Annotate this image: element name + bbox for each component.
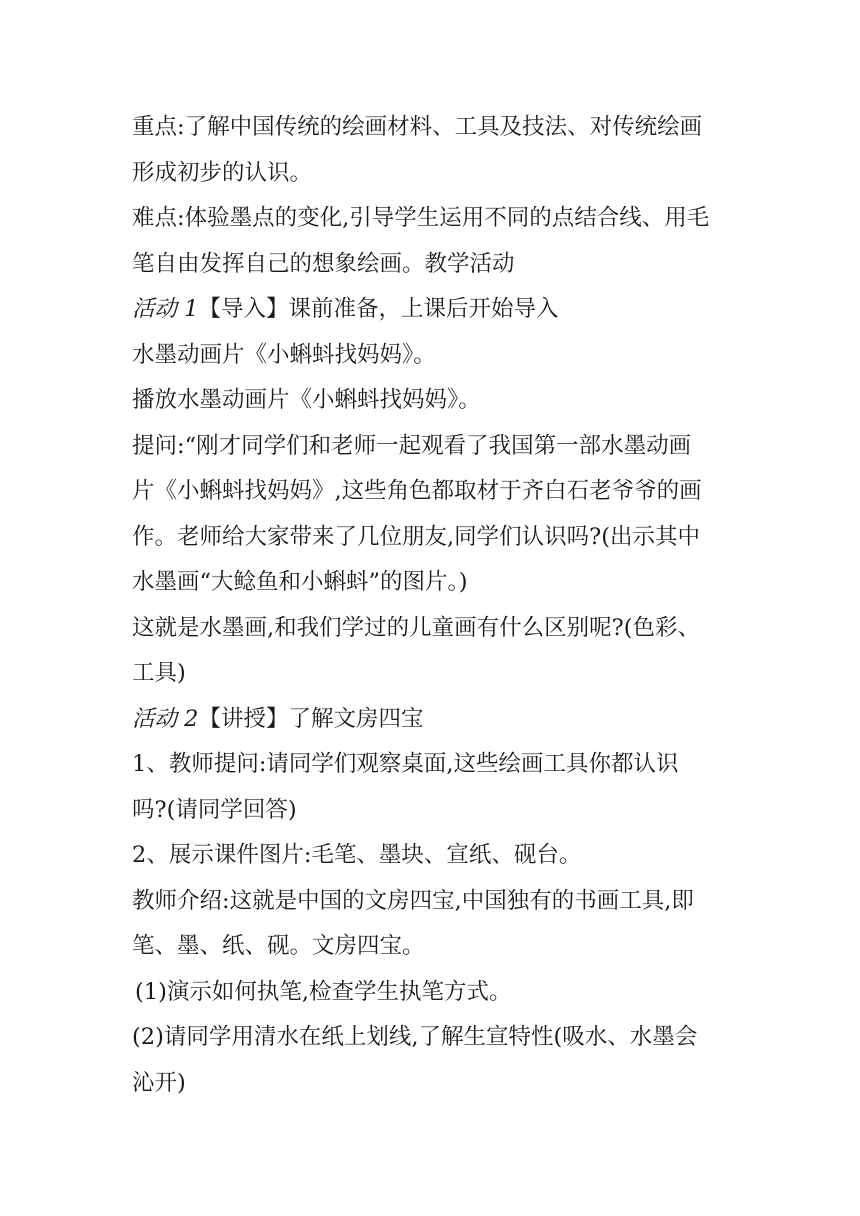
text-line: 工具) <box>132 660 186 686</box>
activity-2-heading <box>132 697 732 743</box>
activity-text: 课前准备，上课后开始导入 <box>288 296 559 322</box>
text-line: 教师介绍:这就是中国的文房四宝,中国独有的书画工具,即 <box>132 887 694 914</box>
activity-label: 活动 2 <box>132 705 199 732</box>
text-line: 提问:“刚才同学们和老师一起观看了我国第一部水墨动画 <box>132 432 692 459</box>
text-line: 作。老师给大家带来了几位朋友,同学们认识吗?(出示其中 <box>132 523 700 550</box>
document-body <box>132 105 732 1106</box>
text-line: 沁开) <box>132 1069 186 1096</box>
activity-text: 了解文房四宝 <box>288 705 424 732</box>
text-line: 水墨动画片《小蝌蚪找妈妈》。 <box>132 341 436 368</box>
activity-label: 活动 1 <box>132 296 199 322</box>
text-line: (2)请同学用清水在纸上划线,了解生宣特性(吸水、水墨会 <box>132 1024 698 1050</box>
text-line: 吗?(请同学回答) <box>132 796 297 823</box>
text-line: 片《小蝌蚪找妈妈》,这些角色都取材于齐白石老爷爷的画 <box>132 478 702 504</box>
activity-tag: 【讲授】 <box>198 705 289 732</box>
text-line: 笔自由发挥自己的想象绘画。教学活动 <box>132 250 515 277</box>
text-line: 播放水墨动画片《小蝌蚪找妈妈》。 <box>132 387 481 413</box>
text-line: 这就是水墨画,和我们学过的儿童画有什么区别呢?(色彩、 <box>132 614 700 641</box>
text-line: 形成初步的认识。 <box>132 159 313 186</box>
text-line: 笔、墨、纸、砚。文房四宝。 <box>132 933 425 959</box>
activity-1-heading <box>132 287 732 333</box>
text-line: 水墨画“大鲶鱼和小蝌蚪”的图片。) <box>132 569 468 595</box>
activity-tag: 【导入】 <box>198 296 289 322</box>
text-line: 难点:体验墨点的变化,引导学生运用不同的点结合线、用毛 <box>132 205 710 231</box>
text-line: 2、展示课件图片:毛笔、墨块、宣纸、砚台。 <box>132 842 582 868</box>
text-line: (1)演示如何执笔,检查学生执笔方式。 <box>135 978 512 1005</box>
text-line: 重点:了解中国传统的绘画材料、工具及技法、对传统绘画 <box>132 114 703 140</box>
text-line: 1、教师提问:请同学们观察桌面,这些绘画工具你都认识 <box>132 751 679 777</box>
